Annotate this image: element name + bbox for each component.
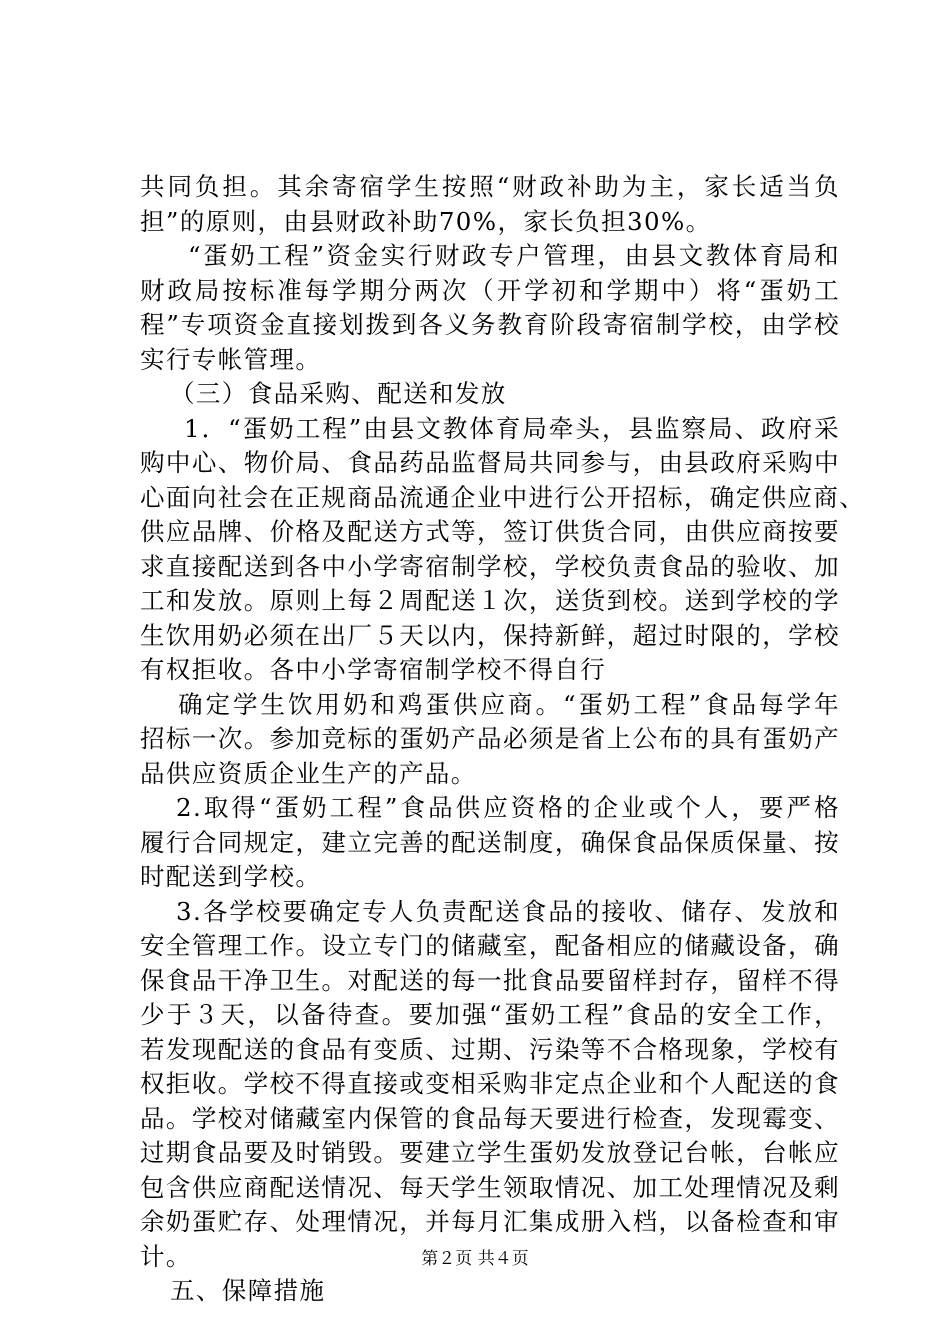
text-line: “蛋奶工程”资金实行财政专户管理，由县文教体育局和 bbox=[188, 241, 840, 270]
text-line: 余奶蛋贮存、处理情况，并每月汇集成册入档，以备检查和审 bbox=[140, 1207, 840, 1236]
text-line: 过期食品要及时销毁。要建立学生蛋奶发放登记台帐，台帐应 bbox=[140, 1138, 840, 1167]
text-line: 保食品干净卫生。对配送的每一批食品要留样封存，留样不得 bbox=[140, 965, 840, 995]
text-line: 确定学生饮用奶和鸡蛋供应商。“蛋奶工程”食品每学年 bbox=[178, 689, 840, 719]
text-line: 品。学校对储藏室内保管的食品每天要进行检查，发现霉变、 bbox=[140, 1103, 840, 1133]
document-body bbox=[140, 170, 866, 1309]
text-line: 履行合同规定，建立完善的配送制度，确保食品保质保量、按 bbox=[140, 827, 840, 857]
text-line: 3.各学校要确定专人负责配送食品的接收、储存、发放和 bbox=[176, 896, 840, 926]
text-line: 心面向社会在正规商品流通企业中进行公开招标，确定供应商、 bbox=[140, 482, 866, 512]
text-line: 生饮用奶必须在出厂５天以内，保持新鲜，超过时限的，学校 bbox=[140, 620, 840, 650]
text-line: 安全管理工作。设立专门的储藏室，配备相应的储藏设备，确 bbox=[140, 931, 840, 960]
text-line: 包含供应商配送情况、每天学生领取情况、加工处理情况及剩 bbox=[140, 1172, 840, 1202]
text-line: 购中心、物价局、食品药品监督局共同参与，由县政府采购中 bbox=[140, 448, 840, 477]
text-line: 1．“蛋奶工程”由县文教体育局牵头，县监察局、政府采 bbox=[184, 413, 840, 443]
text-line: 财政局按标准每学期分两次（开学初和学期中）将“蛋奶工 bbox=[140, 275, 840, 305]
text-line: 供应品牌、价格及配送方式等，签订供货合同，由供应商按要 bbox=[140, 517, 840, 546]
text-line: 时配送到学校。 bbox=[140, 862, 322, 891]
text-line: 担”的原则，由县财政补助70%，家长负担30%。 bbox=[140, 206, 712, 236]
text-line: 品供应资质企业生产的产品。 bbox=[140, 758, 477, 788]
section-heading: 五、保障措施 bbox=[170, 1276, 326, 1305]
text-line: 招标一次。参加竞标的蛋奶产品必须是省上公布的具有蛋奶产 bbox=[140, 724, 840, 753]
text-line: 实行专帐管理。 bbox=[140, 344, 322, 374]
text-line: 工和发放。原则上每２周配送１次，送货到校。送到学校的学 bbox=[140, 586, 840, 615]
text-line: 共同负担。其余寄宿学生按照“财政补助为主，家长适当负 bbox=[140, 172, 840, 201]
page-number-footer: 第２页 共４页 bbox=[421, 1249, 529, 1269]
text-line: 计。 bbox=[140, 1241, 192, 1271]
text-line: 权拒收。学校不得直接或变相采购非定点企业和个人配送的食 bbox=[140, 1069, 840, 1098]
text-line: 有权拒收。各中小学寄宿制学校不得自行 bbox=[140, 655, 607, 684]
text-line: 程”专项资金直接划拨到各义务教育阶段寄宿制学校，由学校 bbox=[140, 310, 840, 339]
text-line: 2.取得“蛋奶工程”食品供应资格的企业或个人，要严格 bbox=[176, 793, 840, 822]
text-line: 少于３天，以备待查。要加强“蛋奶工程”食品的安全工作， bbox=[140, 1000, 840, 1029]
section-heading: （三）食品采购、配送和发放 bbox=[170, 379, 507, 408]
text-line: 求直接配送到各中小学寄宿制学校，学校负责食品的验收、加 bbox=[140, 551, 840, 581]
text-line: 若发现配送的食品有变质、过期、污染等不合格现象，学校有 bbox=[140, 1034, 840, 1064]
